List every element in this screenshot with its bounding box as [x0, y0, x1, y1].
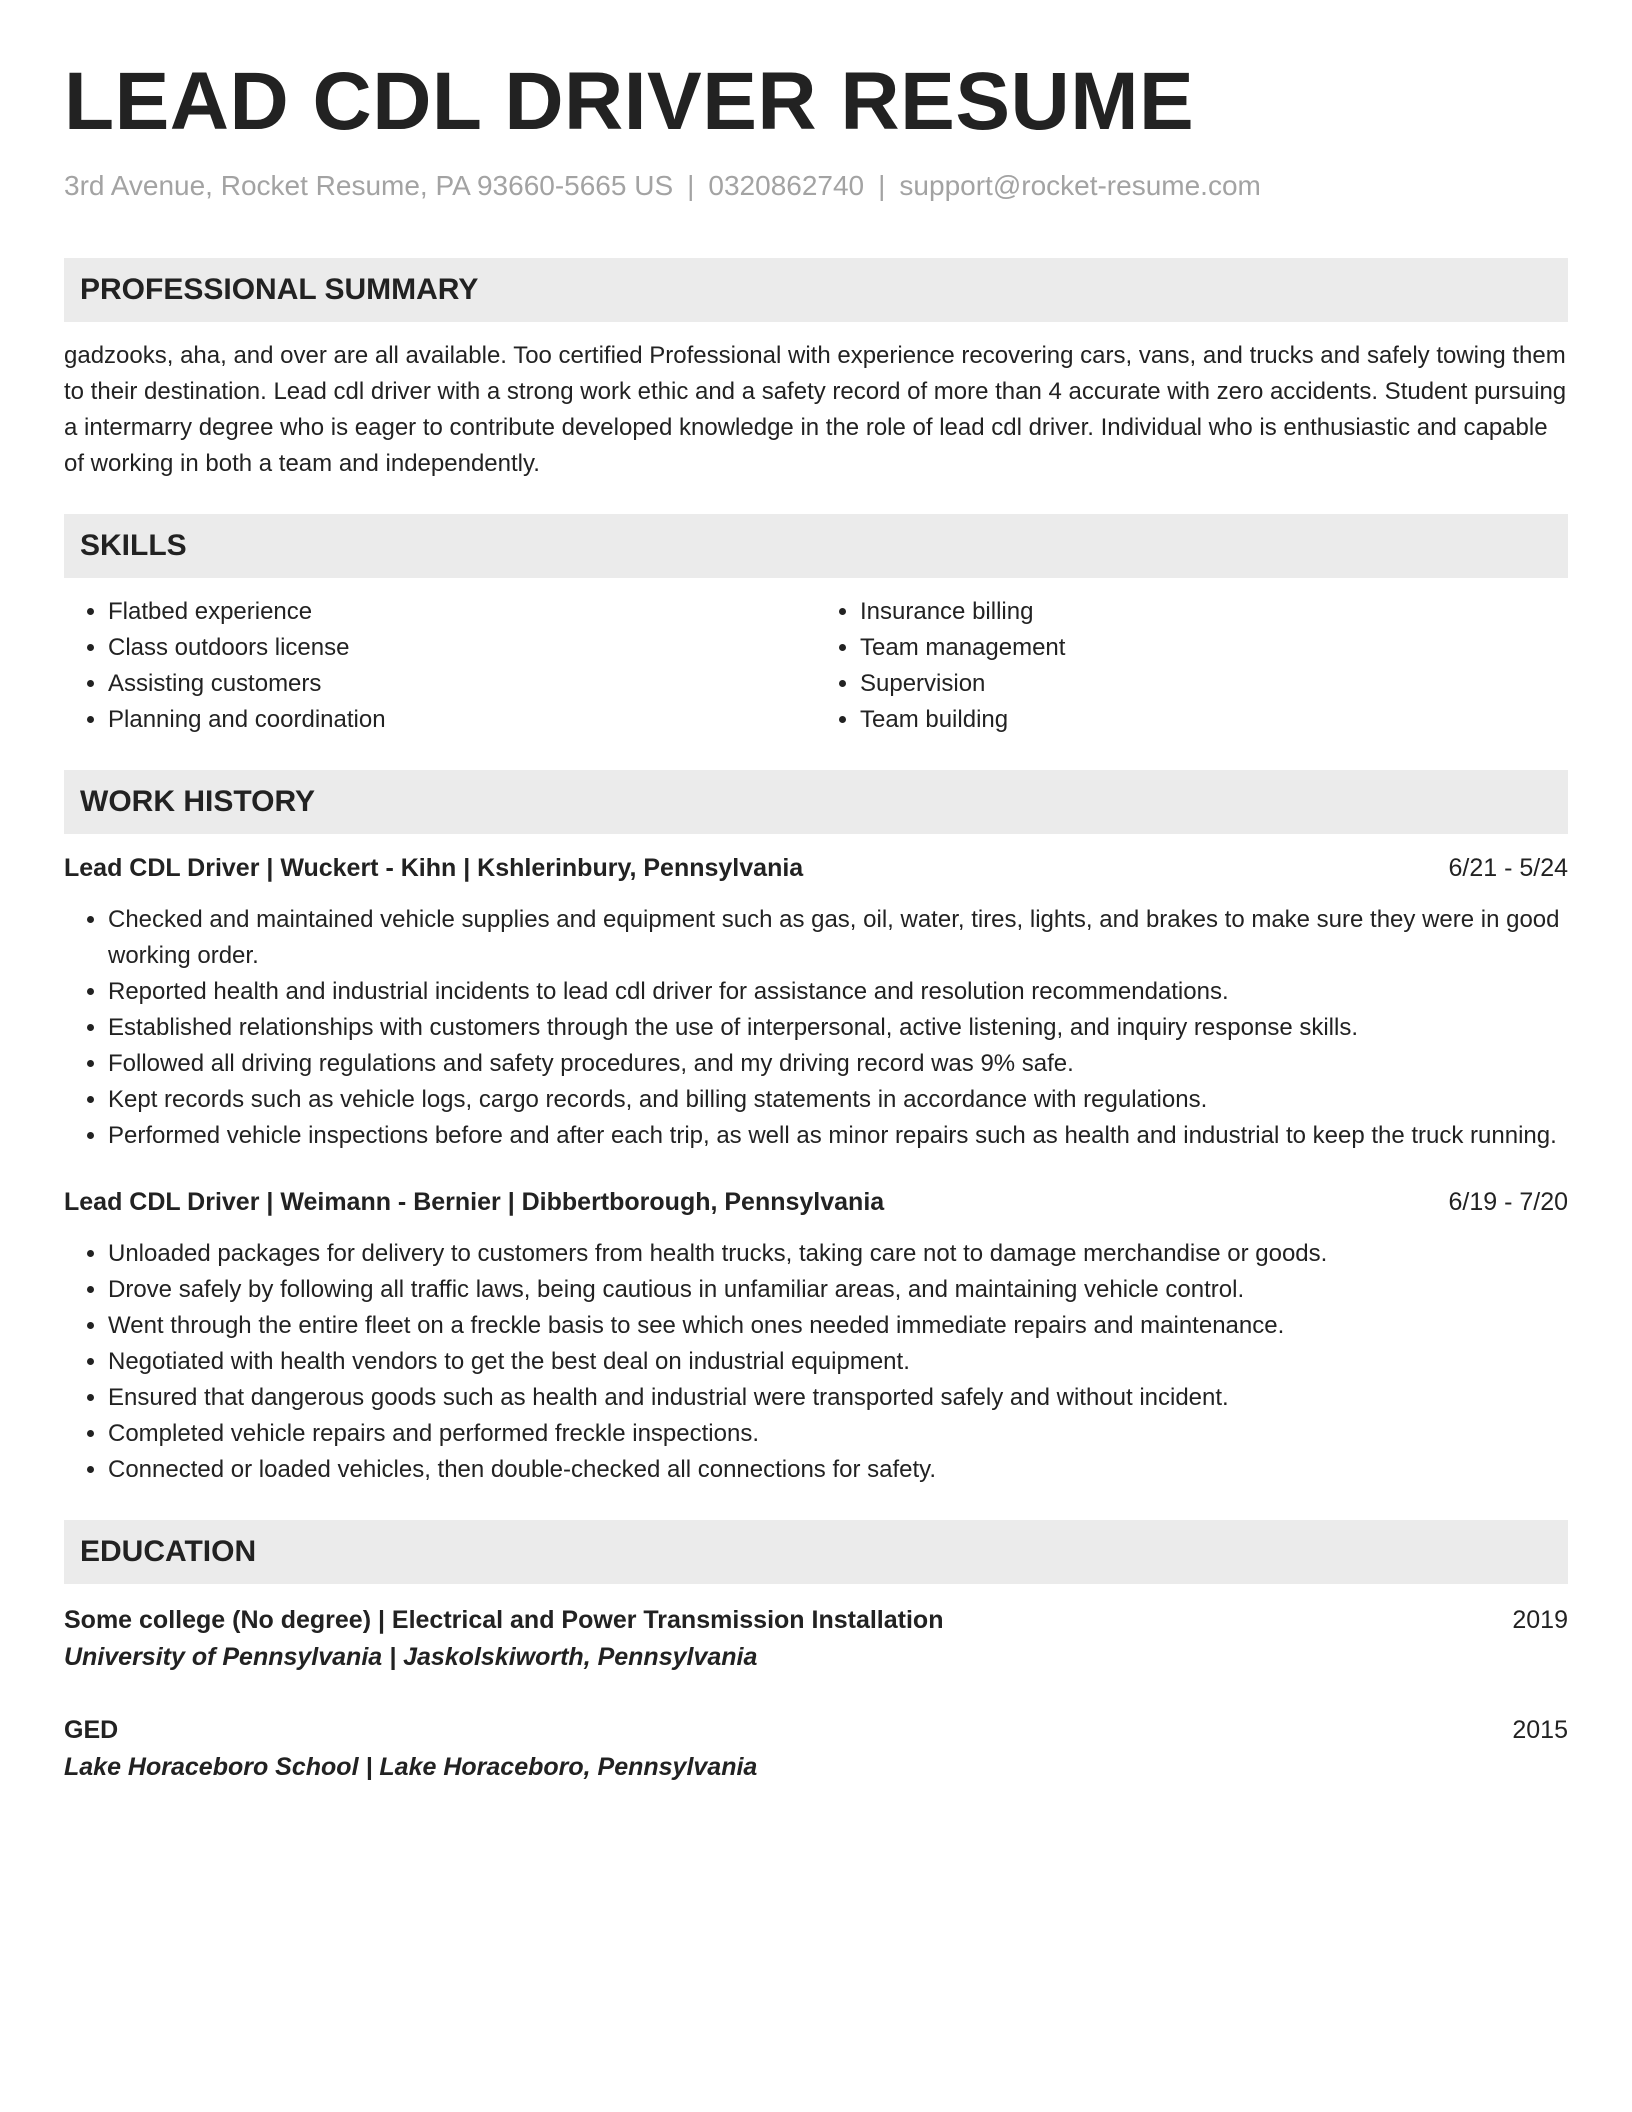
job-bullets [64, 1236, 1568, 1488]
job-bullet: • Reported health and industrial incidents to lead cdl driver for assistance and resolution recommendations. [108, 974, 1568, 1010]
section-title: SKILLS [80, 529, 187, 562]
job-header [64, 1184, 1568, 1220]
section-header-summary [64, 258, 1568, 322]
education-school: Lake Horaceboro School | Lake Horaceboro, Pennsylvania [64, 1753, 758, 1781]
job-bullet: • Unloaded packages for delivery to customers from health trucks, taking care not to damage merchandise or goods. [108, 1236, 1568, 1272]
education-degree: GED [64, 1716, 119, 1744]
education-degree: Some college (No degree) | Electrical and Power Transmission Installation [64, 1606, 944, 1634]
contact-email: support@rocket-resume.com [899, 170, 1261, 201]
contact-separator: | [878, 170, 886, 201]
education-year: 2015 [1512, 1716, 1568, 1744]
skill-item: • Assisting customers [108, 666, 816, 702]
job-entry [64, 1184, 1568, 1488]
education-year: 2019 [1512, 1606, 1568, 1634]
section-title: WORK HISTORY [80, 785, 316, 818]
skills-column-left [64, 594, 816, 738]
skill-item: • Class outdoors license [108, 630, 816, 666]
skill-item: • Team building [860, 702, 1568, 738]
job-bullet: • Followed all driving regulations and safety procedures, and my driving record was 9% safe. [108, 1046, 1568, 1082]
job-bullet: • Ensured that dangerous goods such as health and industrial were transported safely and without incident. [108, 1380, 1568, 1416]
section-header-education [64, 1520, 1568, 1584]
education-header [64, 1712, 1568, 1748]
section-header-work-history [64, 770, 1568, 834]
skill-item: • Team management [860, 630, 1568, 666]
contact-line [64, 166, 1568, 206]
skills-list [64, 594, 1568, 738]
section-title: EDUCATION [80, 1535, 257, 1568]
skill-item: • Flatbed experience [108, 594, 816, 630]
contact-separator: | [687, 170, 695, 201]
resume-title: LEAD CDL DRIVER RESUME [64, 56, 1195, 147]
skill-item: • Insurance billing [860, 594, 1568, 630]
skills-column-right [816, 594, 1568, 738]
education-entry [64, 1712, 1568, 1786]
skill-item: • Planning and coordination [108, 702, 816, 738]
job-bullet: • Went through the entire fleet on a freckle basis to see which ones needed immediate repairs and maintenance. [108, 1308, 1568, 1344]
job-dates: 6/21 - 5/24 [1448, 854, 1568, 882]
job-bullet: • Connected or loaded vehicles, then double-checked all connections for safety. [108, 1452, 1568, 1488]
section-header-skills [64, 514, 1568, 578]
job-title: Lead CDL Driver | Weimann - Bernier | Dibbertborough, Pennsylvania [64, 1188, 885, 1216]
job-bullet: • Established relationships with customers through the use of interpersonal, active listening, and inquiry response skills. [108, 1010, 1568, 1046]
job-dates: 6/19 - 7/20 [1448, 1188, 1568, 1216]
job-title: Lead CDL Driver | Wuckert - Kihn | Kshlerinbury, Pennsylvania [64, 854, 804, 882]
education-entry [64, 1602, 1568, 1676]
job-bullet: • Checked and maintained vehicle supplies and equipment such as gas, oil, water, tires, lights, and brakes to make sure they were in good working order. [108, 902, 1568, 974]
section-title: PROFESSIONAL SUMMARY [80, 273, 479, 306]
job-entry [64, 850, 1568, 1154]
education-school: University of Pennsylvania | Jaskolskiworth, Pennsylvania [64, 1643, 758, 1671]
education-header [64, 1602, 1568, 1638]
job-bullets [64, 902, 1568, 1154]
job-header [64, 850, 1568, 886]
summary-text: gadzooks, aha, and over are all available. Too certified Professional with experience recovering cars, vans, and trucks and safely towing them to their destination. Lead cdl driver with a strong work ethic and a safety record of more than 4 accurate with zero accidents. Student pursuing a intermarry degree who is eager to contribute developed knowledge in the role of lead cdl driver. Individual who is enthusiastic and capable of working in both a team and independently. [64, 342, 1567, 477]
contact-phone: 0320862740 [708, 170, 865, 201]
job-bullet: • Kept records such as vehicle logs, cargo records, and billing statements in accordance with regulations. [108, 1082, 1568, 1118]
job-bullet: • Negotiated with health vendors to get the best deal on industrial equipment. [108, 1344, 1568, 1380]
job-bullet: • Drove safely by following all traffic laws, being cautious in unfamiliar areas, and maintaining vehicle control. [108, 1272, 1568, 1308]
skill-item: • Supervision [860, 666, 1568, 702]
job-bullet: • Completed vehicle repairs and performed freckle inspections. [108, 1416, 1568, 1452]
contact-address: 3rd Avenue, Rocket Resume, PA 93660-5665 US [64, 170, 674, 201]
job-bullet: • Performed vehicle inspections before and after each trip, as well as minor repairs such as health and industrial to keep the truck running. [108, 1118, 1568, 1154]
